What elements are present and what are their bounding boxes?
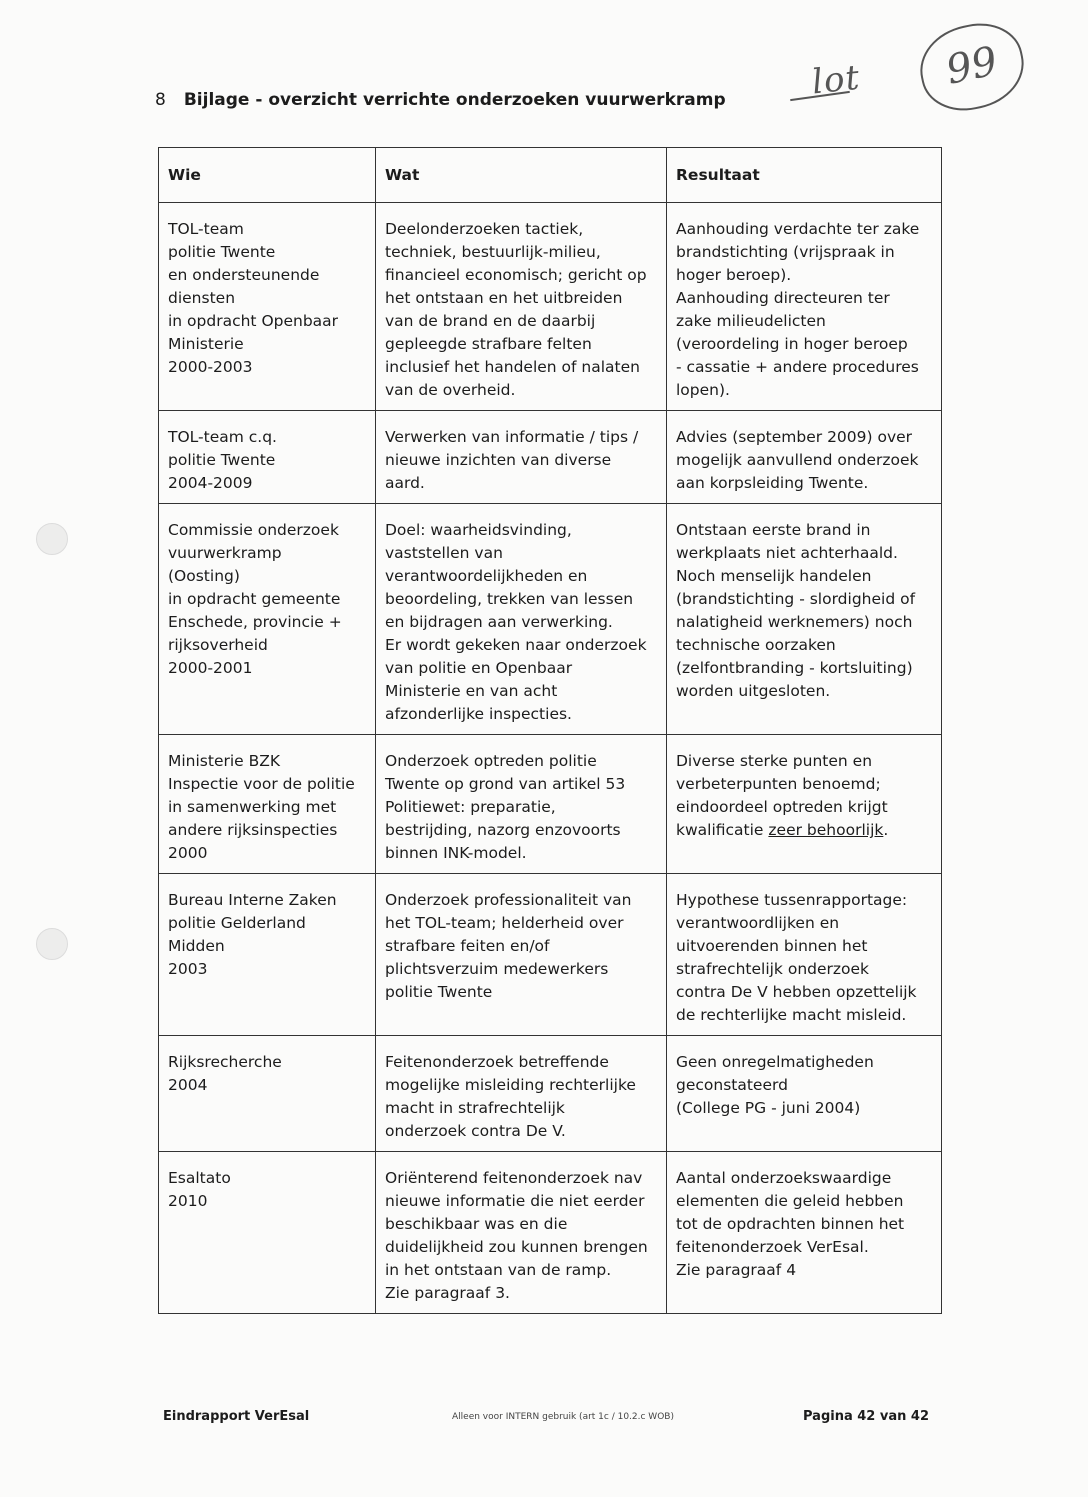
cell-line: Verwerken van informatie / tips / xyxy=(385,428,639,446)
cell-line: eindoordeel optreden krijgt xyxy=(676,798,888,816)
cell-line: werkplaats niet achterhaald. xyxy=(676,544,898,562)
cell-line: mogelijke misleiding rechterlijke xyxy=(385,1076,636,1094)
cell-line: en ondersteunende xyxy=(168,266,320,284)
cell-line: aan korpsleiding Twente. xyxy=(676,474,869,492)
table-row xyxy=(159,1152,942,1314)
cell-line: (brandstichting - slordigheid of xyxy=(676,590,916,608)
cell-resultaat xyxy=(667,504,942,735)
cell-line: en bijdragen aan verwerking. xyxy=(385,613,613,631)
cell-line: Ministerie xyxy=(168,335,244,353)
cell-line: 2000-2003 xyxy=(168,358,253,376)
cell-line: in samenwerking met xyxy=(168,798,337,816)
cell-wat xyxy=(376,203,667,411)
cell-line: Oriënterend feitenonderzoek nav xyxy=(385,1169,643,1187)
cell-line: Noch menselijk handelen xyxy=(676,567,872,585)
cell-line: mogelijk aanvullend onderzoek xyxy=(676,451,919,469)
cell-line: Commissie onderzoek xyxy=(168,521,339,539)
cell-resultaat xyxy=(667,203,942,411)
cell-line: vaststellen van xyxy=(385,544,503,562)
cell-line: Doel: waarheidsvinding, xyxy=(385,521,572,539)
column-header-wie: Wie xyxy=(159,148,376,203)
cell-line: Ministerie en van acht xyxy=(385,682,558,700)
cell-line: Twente op grond van artikel 53 xyxy=(385,775,626,793)
cell-line: Inspectie voor de politie xyxy=(168,775,355,793)
cell-line: hoger beroep). xyxy=(676,266,792,284)
cell-line: tot de opdrachten binnen het xyxy=(676,1215,905,1233)
cell-line: financieel economisch; gericht op xyxy=(385,266,647,284)
cell-line: politie Gelderland xyxy=(168,914,306,932)
table-header-row xyxy=(159,148,942,203)
cell-line: techniek, bestuurlijk-milieu, xyxy=(385,243,601,261)
cell-wie xyxy=(159,1036,376,1152)
table-row xyxy=(159,411,942,504)
cell-line: plichtsverzuim medewerkers xyxy=(385,960,609,978)
cell-line: elementen die geleid hebben xyxy=(676,1192,904,1210)
cell-line: strafrechtelijk onderzoek xyxy=(676,960,870,978)
cell-line: andere rijksinspecties xyxy=(168,821,338,839)
table-row xyxy=(159,735,942,874)
cell-line: Bureau Interne Zaken xyxy=(168,891,337,909)
cell-line: Onderzoek professionaliteit van xyxy=(385,891,632,909)
cell-line: Aantal onderzoekswaardige xyxy=(676,1169,892,1187)
cell-line: rijksoverheid xyxy=(168,636,268,654)
cell-line: Ministerie BZK xyxy=(168,752,281,770)
cell-line: in het ontstaan van de ramp. xyxy=(385,1261,612,1279)
cell-line: inclusief het handelen of nalaten xyxy=(385,358,640,376)
cell-line: TOL-team c.q. xyxy=(168,428,277,446)
cell-line: (College PG - juni 2004) xyxy=(676,1099,861,1117)
cell-line: Onderzoek optreden politie xyxy=(385,752,597,770)
cell-line: Feitenonderzoek betreffende xyxy=(385,1053,609,1071)
cell-wie xyxy=(159,504,376,735)
cell-wie xyxy=(159,411,376,504)
cell-wat xyxy=(376,1036,667,1152)
cell-line: politie Twente xyxy=(168,451,276,469)
cell-line: TOL-team xyxy=(168,220,244,238)
cell-line: zake milieudelicten xyxy=(676,312,826,330)
cell-wat xyxy=(376,1152,667,1314)
cell-line: van de overheid. xyxy=(385,381,516,399)
cell-line: feitenonderzoek VerEsal. xyxy=(676,1238,869,1256)
cell-line: Midden xyxy=(168,937,225,955)
table-row xyxy=(159,1036,942,1152)
cell-line: (veroordeling in hoger beroep xyxy=(676,335,908,353)
punch-hole-bottom xyxy=(36,928,68,960)
cell-line: contra De V hebben opzettelijk xyxy=(676,983,917,1001)
cell-line: nalatigheid werknemers) noch xyxy=(676,613,913,631)
cell-line: politie Twente xyxy=(385,983,493,1001)
cell-line: binnen INK-model. xyxy=(385,844,527,862)
cell-line: Zie paragraaf 3. xyxy=(385,1284,510,1302)
cell-line: van politie en Openbaar xyxy=(385,659,573,677)
cell-line: Politiewet: preparatie, xyxy=(385,798,556,816)
cell-line-suffix: . xyxy=(883,821,889,839)
section-title: Bijlage - overzicht verrichte onderzoeken vuurwerkramp xyxy=(183,90,726,110)
cell-line: 2000-2001 xyxy=(168,659,253,677)
cell-line: Enschede, provincie + xyxy=(168,613,342,631)
cell-line: verantwoordelijkheden en xyxy=(385,567,588,585)
cell-line: verbeterpunten benoemd; xyxy=(676,775,881,793)
cell-line: duidelijkheid zou kunnen brengen xyxy=(385,1238,648,1256)
cell-line: het ontstaan en het uitbreiden xyxy=(385,289,623,307)
cell-line xyxy=(676,819,933,842)
column-header-wat: Wat xyxy=(376,148,667,203)
cell-line: Ontstaan eerste brand in xyxy=(676,521,871,539)
cell-line: in opdracht Openbaar xyxy=(168,312,339,330)
cell-line: de rechterlijke macht misleid. xyxy=(676,1006,907,1024)
footer-classification: Alleen voor INTERN gebruik (art 1c / 10.2.c WOB) xyxy=(452,1412,674,1422)
handwritten-circled-number: 99 xyxy=(912,15,1031,119)
footer-report-title: Eindrapport VerEsal xyxy=(163,1409,310,1424)
cell-line: politie Twente xyxy=(168,243,276,261)
cell-line: Rijksrecherche xyxy=(168,1053,282,1071)
column-header-resultaat: Resultaat xyxy=(667,148,942,203)
cell-line: brandstichting (vrijspraak in xyxy=(676,243,895,261)
cell-line: verantwoordlijken en xyxy=(676,914,840,932)
cell-line: Zie paragraaf 4 xyxy=(676,1261,797,1279)
cell-line: Esaltato xyxy=(168,1169,231,1187)
handwritten-lot-annotation: lot xyxy=(810,57,862,103)
cell-line: afzonderlijke inspecties. xyxy=(385,705,572,723)
cell-wat xyxy=(376,874,667,1036)
cell-wie xyxy=(159,203,376,411)
cell-line: Diverse sterke punten en xyxy=(676,752,873,770)
cell-line: vuurwerkramp xyxy=(168,544,282,562)
cell-line: - cassatie + andere procedures xyxy=(676,358,919,376)
cell-resultaat xyxy=(667,1036,942,1152)
cell-line: onderzoek contra De V. xyxy=(385,1122,566,1140)
cell-line: aard. xyxy=(385,474,425,492)
cell-line: 2010 xyxy=(168,1192,208,1210)
table-row xyxy=(159,874,942,1036)
cell-wie xyxy=(159,1152,376,1314)
cell-line: 2000 xyxy=(168,844,208,862)
cell-line-prefix: kwalificatie xyxy=(676,821,769,839)
cell-line: het TOL-team; helderheid over xyxy=(385,914,624,932)
table-row xyxy=(159,504,942,735)
section-number: 8 xyxy=(155,90,166,110)
cell-line: gepleegde strafbare felten xyxy=(385,335,592,353)
cell-line: nieuwe inzichten van diverse xyxy=(385,451,612,469)
cell-line: Hypothese tussenrapportage: xyxy=(676,891,908,909)
cell-resultaat xyxy=(667,735,942,874)
cell-line: diensten xyxy=(168,289,236,307)
cell-line: bestrijding, nazorg enzovoorts xyxy=(385,821,621,839)
cell-line: (zelfontbranding - kortsluiting) xyxy=(676,659,913,677)
cell-line: worden uitgesloten. xyxy=(676,682,831,700)
cell-line: geconstateerd xyxy=(676,1076,788,1094)
cell-line: Geen onregelmatigheden xyxy=(676,1053,874,1071)
footer-page-number: Pagina 42 van 42 xyxy=(803,1409,930,1424)
cell-line: lopen). xyxy=(676,381,730,399)
cell-line: beoordeling, trekken van lessen xyxy=(385,590,634,608)
cell-resultaat xyxy=(667,874,942,1036)
cell-wat xyxy=(376,411,667,504)
cell-wie xyxy=(159,735,376,874)
investigations-table xyxy=(158,147,942,1314)
cell-line: van de brand en de daarbij xyxy=(385,312,596,330)
cell-wat xyxy=(376,504,667,735)
cell-line: beschikbaar was en die xyxy=(385,1215,568,1233)
cell-line: strafbare feiten en/of xyxy=(385,937,550,955)
table-row xyxy=(159,203,942,411)
page-heading xyxy=(155,90,726,110)
cell-resultaat xyxy=(667,411,942,504)
cell-wie xyxy=(159,874,376,1036)
cell-line: nieuwe informatie die niet eerder xyxy=(385,1192,645,1210)
cell-line: macht in strafrechtelijk xyxy=(385,1099,565,1117)
cell-wat xyxy=(376,735,667,874)
cell-line: 2004-2009 xyxy=(168,474,253,492)
cell-line: 2003 xyxy=(168,960,208,978)
punch-hole-top xyxy=(36,523,68,555)
cell-resultaat xyxy=(667,1152,942,1314)
cell-line: Er wordt gekeken naar onderzoek xyxy=(385,636,647,654)
underlined-qualification: zeer behoorlijk xyxy=(768,821,884,839)
cell-line: Deelonderzoeken tactiek, xyxy=(385,220,584,238)
cell-line: Advies (september 2009) over xyxy=(676,428,913,446)
cell-line: Aanhouding verdachte ter zake xyxy=(676,220,920,238)
cell-line: 2004 xyxy=(168,1076,208,1094)
cell-line: Aanhouding directeuren ter xyxy=(676,289,890,307)
cell-line: uitvoerenden binnen het xyxy=(676,937,868,955)
cell-line: in opdracht gemeente xyxy=(168,590,341,608)
cell-line: technische oorzaken xyxy=(676,636,836,654)
cell-line: (Oosting) xyxy=(168,567,240,585)
